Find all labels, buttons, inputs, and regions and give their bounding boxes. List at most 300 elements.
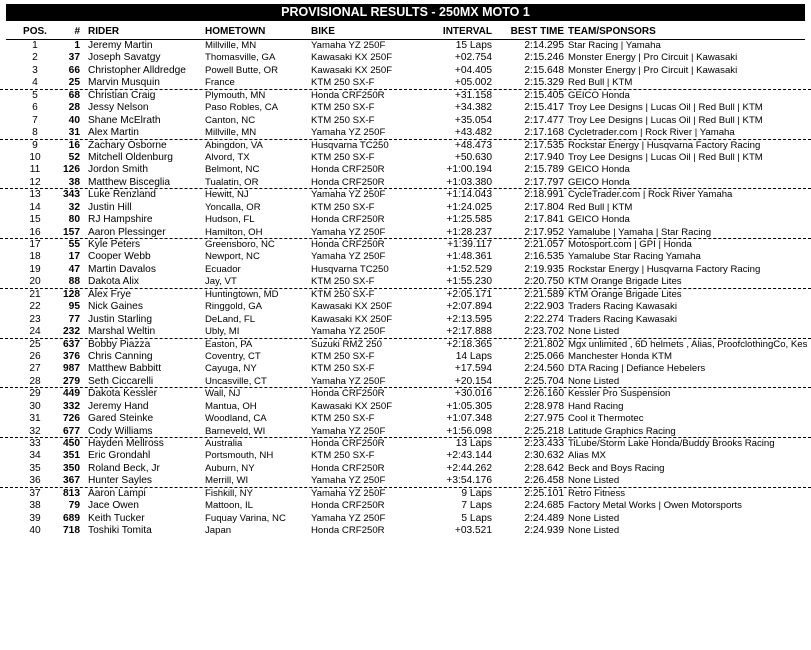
table-row — [0, 401, 811, 413]
cell-best-time: 2:28.642 — [524, 462, 564, 474]
cell-pos: 12 — [29, 176, 41, 188]
table-row — [0, 463, 811, 475]
cell-team: GEICO Honda — [568, 214, 630, 226]
header-hometown: HOMETOWN — [205, 26, 266, 37]
cell-number: 126 — [63, 164, 80, 176]
cell-rider: Mitchell Oldenburg — [88, 151, 173, 163]
cell-interval: +1:28.237 — [446, 226, 492, 238]
cell-best-time: 2:17.804 — [524, 201, 564, 213]
cell-number: 40 — [68, 114, 80, 126]
cell-number: 279 — [63, 375, 80, 387]
cell-hometown: Merrill, WI — [205, 475, 249, 487]
cell-bike: Honda CRF250R — [311, 164, 385, 176]
cell-interval: +02.754 — [454, 52, 492, 64]
cell-pos: 19 — [29, 263, 41, 275]
table-row — [0, 488, 811, 500]
cell-hometown: Mattoon, IL — [205, 500, 253, 512]
cell-pos: 14 — [29, 201, 41, 213]
cell-number: 232 — [63, 326, 80, 338]
cell-interval: +17.594 — [454, 363, 492, 375]
table-row — [0, 525, 811, 537]
cell-pos: 8 — [32, 127, 38, 139]
cell-interval: +50.630 — [454, 151, 492, 163]
cell-bike: Honda CRF250R — [311, 89, 385, 101]
cell-number: 332 — [63, 400, 80, 412]
table-row — [0, 426, 811, 438]
cell-team: Traders Racing Kawasaki — [568, 313, 677, 325]
cell-pos: 2 — [32, 52, 38, 64]
cell-best-time: 2:22.903 — [524, 301, 564, 313]
cell-pos: 37 — [29, 487, 41, 499]
cell-hometown: Fishkill, NY — [205, 487, 253, 499]
table-row — [0, 513, 811, 525]
cell-team: Troy Lee Designs | Lucas Oil | Red Bull | KTM — [568, 102, 763, 114]
cell-bike: Honda CRF250R — [311, 214, 385, 226]
cell-hometown: Woodland, CA — [205, 413, 267, 425]
cell-team: Beck and Boys Racing — [568, 462, 665, 474]
cell-rider: Dakota Alix — [88, 276, 139, 288]
cell-best-time: 2:16.535 — [524, 251, 564, 263]
cell-hometown: Ecuador — [205, 263, 241, 275]
cell-pos: 21 — [29, 288, 41, 300]
table-row — [0, 500, 811, 512]
cell-bike: KTM 250 SX-F — [311, 151, 375, 163]
cell-interval: +43.482 — [454, 127, 492, 139]
cell-interval: +2:43.144 — [446, 450, 492, 462]
header-team: TEAM/SPONSORS — [568, 26, 656, 37]
cell-number: 689 — [63, 512, 80, 524]
cell-team: KTM Orange Brigade Lites — [568, 276, 682, 288]
cell-best-time: 2:28.978 — [524, 400, 564, 412]
cell-pos: 39 — [29, 512, 41, 524]
cell-pos: 31 — [29, 413, 41, 425]
cell-pos: 22 — [29, 301, 41, 313]
table-row — [0, 227, 811, 239]
cell-team: Star Racing | Yamaha — [568, 40, 661, 51]
cell-best-time: 2:17.535 — [524, 139, 564, 151]
cell-hometown: Ringgold, GA — [205, 301, 263, 313]
cell-bike: Honda CRF250R — [311, 525, 385, 537]
cell-pos: 17 — [29, 239, 41, 250]
cell-best-time: 2:25.101 — [524, 487, 564, 499]
cell-number: 350 — [63, 462, 80, 474]
cell-rider: Cody Williams — [88, 425, 153, 437]
cell-pos: 27 — [29, 363, 41, 375]
cell-best-time: 2:21.802 — [524, 338, 564, 350]
cell-team: Manchester Honda KTM — [568, 350, 672, 362]
cell-number: 66 — [68, 64, 80, 76]
cell-team: DTA Racing | Defiance Hebelers — [568, 363, 706, 375]
cell-interval: 7 Laps — [461, 500, 492, 512]
cell-rider: Alex Martin — [88, 127, 139, 139]
cell-interval: +1:00.194 — [446, 164, 492, 176]
cell-rider: Hayden Mellross — [88, 438, 164, 449]
cell-interval: +30.016 — [454, 388, 492, 400]
cell-best-time: 2:17.797 — [524, 176, 564, 188]
cell-number: 16 — [68, 139, 80, 151]
cell-number: 52 — [68, 151, 80, 163]
table-row — [0, 140, 811, 152]
cell-rider: Chris Canning — [88, 350, 153, 362]
cell-bike: Husqvarna TC250 — [311, 263, 389, 275]
cell-rider: Jace Owen — [88, 500, 139, 512]
cell-rider: Keith Tucker — [88, 512, 145, 524]
cell-bike: KTM 250 SX-F — [311, 288, 375, 300]
cell-rider: RJ Hampshire — [88, 214, 153, 226]
cell-pos: 1 — [32, 40, 38, 51]
header-interval: INTERVAL — [442, 26, 492, 37]
table-row — [0, 326, 811, 338]
cell-interval: +35.054 — [454, 114, 492, 126]
cell-best-time: 2:20.750 — [524, 276, 564, 288]
cell-best-time: 2:17.841 — [524, 214, 564, 226]
cell-best-time: 2:25.704 — [524, 375, 564, 387]
cell-team: GEICO Honda — [568, 89, 630, 101]
cell-team: CycleTrader.com | Rock River Yamaha — [568, 189, 733, 201]
cell-best-time: 2:24.489 — [524, 512, 564, 524]
cell-team: TiLube/Storm Lake Honda/Buddy Brooks Racing — [568, 438, 775, 449]
cell-rider: Eric Grondahl — [88, 450, 151, 462]
cell-interval: +03.521 — [454, 525, 492, 537]
cell-interval: +2:44.262 — [446, 462, 492, 474]
table-row — [0, 438, 811, 450]
cell-best-time: 2:17.168 — [524, 127, 564, 139]
cell-interval: +48.473 — [454, 139, 492, 151]
cell-bike: Kawasaki KX 250F — [311, 52, 393, 64]
cell-best-time: 2:19.935 — [524, 263, 564, 275]
cell-number: 80 — [68, 214, 80, 226]
cell-best-time: 2:26.458 — [524, 475, 564, 487]
cell-number: 25 — [68, 77, 80, 89]
cell-bike: Yamaha YZ 250F — [311, 226, 386, 238]
cell-best-time: 2:23.702 — [524, 326, 564, 338]
cell-number: 718 — [63, 525, 80, 537]
cell-pos: 35 — [29, 462, 41, 474]
cell-interval: +1:14.043 — [446, 189, 492, 201]
cell-interval: +31.158 — [454, 89, 492, 101]
cell-rider: Seth Ciccarelli — [88, 375, 154, 387]
cell-team: Kessler Pro Suspension — [568, 388, 671, 400]
cell-best-time: 2:27.975 — [524, 413, 564, 425]
cell-rider: Matthew Babbitt — [88, 363, 162, 375]
cell-team: Yamalube | Yamaha | Star Racing — [568, 226, 712, 238]
cell-team: Troy Lee Designs | Lucas Oil | Red Bull | KTM — [568, 114, 763, 126]
cell-rider: Joseph Savatgy — [88, 52, 161, 64]
cell-bike: KTM 250 SX-F — [311, 276, 375, 288]
cell-hometown: Wall, NJ — [205, 388, 241, 400]
cell-hometown: France — [205, 77, 235, 89]
cell-number: 47 — [68, 263, 80, 275]
cell-number: 17 — [68, 251, 80, 263]
cell-hometown: DeLand, FL — [205, 313, 256, 325]
cell-hometown: Abingdon, VA — [205, 139, 263, 151]
cell-pos: 6 — [32, 102, 38, 114]
cell-bike: KTM 250 SX-F — [311, 363, 375, 375]
cell-team: Retro Fitness — [568, 487, 626, 499]
cell-pos: 32 — [29, 425, 41, 437]
cell-best-time: 2:15.648 — [524, 64, 564, 76]
cell-hometown: Powell Butte, OR — [205, 64, 279, 76]
cell-rider: Bobby Piazza — [88, 338, 151, 350]
cell-hometown: Hudson, FL — [205, 214, 255, 226]
header-rider: RIDER — [88, 26, 120, 37]
table-row — [0, 102, 811, 114]
cell-interval: +2:13.595 — [446, 313, 492, 325]
cell-number: 987 — [63, 363, 80, 375]
cell-team: Rockstar Energy | Husqvarna Factory Racing — [568, 139, 761, 151]
cell-interval: +1:05.305 — [446, 400, 492, 412]
cell-pos: 18 — [29, 251, 41, 263]
cell-bike: KTM 250 SX-F — [311, 350, 375, 362]
table-row — [0, 264, 811, 276]
cell-team: None Listed — [568, 512, 620, 524]
cell-interval: +1:24.025 — [446, 201, 492, 213]
cell-interval: +1:25.585 — [446, 214, 492, 226]
cell-best-time: 2:15.246 — [524, 52, 564, 64]
cell-team: Rockstar Energy | Husqvarna Factory Racing — [568, 263, 761, 275]
cell-pos: 29 — [29, 388, 41, 400]
cell-best-time: 2:15.405 — [524, 89, 564, 101]
cell-team: Traders Racing Kawasaki — [568, 301, 677, 313]
cell-interval: +3:54.176 — [446, 475, 492, 487]
cell-interval: +1:39.117 — [447, 239, 492, 250]
cell-bike: Yamaha YZ 250F — [311, 189, 386, 201]
cell-bike: Kawasaki KX 250F — [311, 313, 393, 325]
cell-rider: Alex Frye — [88, 288, 132, 300]
cell-team: None Listed — [568, 375, 620, 387]
cell-hometown: Coventry, CT — [205, 350, 261, 362]
cell-interval: 5 Laps — [461, 512, 492, 524]
cell-rider: Dakota Kessler — [88, 388, 158, 400]
cell-number: 1 — [74, 40, 80, 51]
cell-best-time: 2:17.940 — [524, 151, 564, 163]
cell-rider: Luke Renzland — [88, 189, 156, 201]
cell-number: 95 — [68, 301, 80, 313]
cell-rider: Christopher Alldredge — [88, 64, 186, 76]
cell-hometown: Tualatin, OR — [205, 176, 259, 188]
cell-pos: 11 — [29, 164, 41, 176]
cell-team: KTM Orange Brigade Lites — [568, 288, 682, 300]
table-row — [0, 214, 811, 226]
cell-hometown: Australia — [205, 438, 243, 449]
cell-number: 376 — [63, 350, 80, 362]
cell-bike: Kawasaki KX 250F — [311, 301, 393, 313]
cell-pos: 10 — [29, 151, 41, 163]
cell-pos: 25 — [29, 338, 41, 350]
cell-interval: +05.002 — [454, 77, 492, 89]
cell-number: 677 — [63, 425, 80, 437]
table-row — [0, 339, 811, 351]
cell-hometown: Cayuga, NY — [205, 363, 257, 375]
cell-hometown: Belmont, NC — [205, 164, 260, 176]
cell-hometown: Auburn, NY — [205, 462, 255, 474]
cell-team: None Listed — [568, 475, 620, 487]
cell-number: 726 — [63, 413, 80, 425]
cell-pos: 33 — [29, 438, 41, 449]
cell-best-time: 2:24.685 — [524, 500, 564, 512]
cell-interval: +1:03.380 — [446, 176, 492, 188]
header-pos: POS. — [23, 26, 47, 37]
header-best-time: BEST TIME — [510, 26, 564, 37]
cell-bike: KTM 250 SX-F — [311, 102, 375, 114]
cell-hometown: Easton, PA — [205, 338, 253, 350]
cell-interval: +1:48.361 — [446, 251, 492, 263]
cell-best-time: 2:21.057 — [524, 239, 564, 250]
cell-interval: 9 Laps — [461, 487, 492, 499]
cell-bike: KTM 250 SX-F — [311, 201, 375, 213]
cell-bike: Honda CRF250R — [311, 239, 385, 250]
cell-interval: +1:55.230 — [446, 276, 492, 288]
cell-hometown: Millville, MN — [205, 127, 257, 139]
cell-rider: Hunter Sayles — [88, 475, 152, 487]
cell-number: 637 — [63, 338, 80, 350]
cell-pos: 34 — [29, 450, 41, 462]
cell-interval: +2:17.888 — [446, 326, 492, 338]
cell-rider: Toshiki Tomita — [88, 525, 152, 537]
cell-bike: KTM 250 SX-F — [311, 114, 375, 126]
cell-hometown: Portsmouth, NH — [205, 450, 274, 462]
cell-interval: 14 Laps — [455, 350, 492, 362]
cell-number: 351 — [63, 450, 80, 462]
header-number: # — [74, 26, 80, 37]
cell-pos: 26 — [29, 350, 41, 362]
cell-bike: Husqvarna TC250 — [311, 139, 389, 151]
cell-team: Yamalube Star Racing Yamaha — [568, 251, 701, 263]
table-row — [0, 90, 811, 102]
cell-rider: Kyle Peters — [88, 239, 141, 250]
cell-hometown: Hewitt, NJ — [205, 189, 249, 201]
cell-number: 77 — [68, 313, 80, 325]
cell-number: 128 — [63, 288, 80, 300]
cell-pos: 5 — [32, 89, 38, 101]
cell-best-time: 2:24.560 — [524, 363, 564, 375]
table-row — [0, 450, 811, 462]
cell-rider: Christian Craig — [88, 89, 156, 101]
cell-number: 38 — [68, 176, 80, 188]
table-row — [0, 189, 811, 201]
cell-team: Factory Metal Works | Owen Motorsports — [568, 500, 742, 512]
table-row — [0, 301, 811, 313]
cell-best-time: 2:24.939 — [524, 525, 564, 537]
cell-number: 68 — [68, 89, 80, 101]
cell-team: Mgx unlimited , 6D helmets , Alias, ProofclothingCo, Kes — [568, 338, 808, 350]
cell-team: GEICO Honda — [568, 176, 630, 188]
cell-bike: Yamaha YZ 250F — [311, 512, 386, 524]
cell-team: Cycletrader.com | Rock River | Yamaha — [568, 127, 735, 139]
cell-number: 450 — [63, 438, 80, 449]
cell-bike: Kawasaki KX 250F — [311, 400, 393, 412]
cell-interval: 13 Laps — [455, 438, 492, 449]
table-row — [0, 351, 811, 363]
cell-team: None Listed — [568, 326, 620, 338]
cell-hometown: Hamilton, OH — [205, 226, 263, 238]
cell-rider: Gared Steinke — [88, 413, 154, 425]
cell-hometown: Millville, MN — [205, 40, 257, 51]
cell-pos: 38 — [29, 500, 41, 512]
cell-bike: Yamaha YZ 250F — [311, 487, 386, 499]
table-row — [0, 152, 811, 164]
cell-pos: 4 — [32, 77, 38, 89]
cell-team: Motosport.com | GPI | Honda — [568, 239, 692, 250]
cell-number: 367 — [63, 475, 80, 487]
table-row — [0, 276, 811, 288]
cell-bike: Yamaha YZ 250F — [311, 251, 386, 263]
cell-pos: 40 — [29, 525, 41, 537]
cell-hometown: Newport, NC — [205, 251, 260, 263]
cell-rider: Matthew Bisceglia — [88, 176, 171, 188]
cell-rider: Marvin Musquin — [88, 77, 160, 89]
cell-bike: Yamaha YZ 250F — [311, 375, 386, 387]
cell-number: 28 — [68, 102, 80, 114]
cell-bike: Honda CRF250R — [311, 388, 385, 400]
cell-pos: 30 — [29, 400, 41, 412]
cell-number: 37 — [68, 52, 80, 64]
cell-team: None Listed — [568, 525, 620, 537]
cell-pos: 9 — [32, 139, 38, 151]
cell-best-time: 2:25.066 — [524, 350, 564, 362]
cell-hometown: Plymouth, MN — [205, 89, 266, 101]
cell-bike: Honda CRF250R — [311, 462, 385, 474]
cell-number: 32 — [68, 201, 80, 213]
cell-number: 88 — [68, 276, 80, 288]
cell-rider: Aaron Plessinger — [88, 226, 166, 238]
cell-rider: Jeremy Hand — [88, 400, 149, 412]
cell-interval: +20.154 — [454, 375, 492, 387]
cell-team: Red Bull | KTM — [568, 77, 633, 89]
cell-bike: Honda CRF250R — [311, 176, 385, 188]
results-table — [0, 40, 811, 538]
cell-pos: 36 — [29, 475, 41, 487]
table-row — [0, 115, 811, 127]
cell-bike: Yamaha YZ 250F — [311, 425, 386, 437]
table-row — [0, 314, 811, 326]
cell-team: Cool it Thermotec — [568, 413, 644, 425]
cell-best-time: 2:14.295 — [524, 40, 564, 51]
cell-interval: +34.382 — [454, 102, 492, 114]
cell-best-time: 2:25.218 — [524, 425, 564, 437]
cell-hometown: Paso Robles, CA — [205, 102, 279, 114]
cell-best-time: 2:26.160 — [524, 388, 564, 400]
cell-hometown: Huntingtown, MD — [205, 288, 279, 300]
cell-pos: 24 — [29, 326, 41, 338]
cell-best-time: 2:15.329 — [524, 77, 564, 89]
table-row — [0, 363, 811, 375]
table-row — [0, 239, 811, 251]
cell-pos: 7 — [32, 114, 38, 126]
cell-rider: Justin Starling — [88, 313, 152, 325]
cell-bike: Yamaha YZ 250F — [311, 475, 386, 487]
cell-bike: Kawasaki KX 250F — [311, 64, 393, 76]
table-row — [0, 52, 811, 64]
table-row — [0, 289, 811, 301]
cell-rider: Shane McElrath — [88, 114, 161, 126]
cell-hometown: Barneveld, WI — [205, 425, 266, 437]
cell-number: 449 — [63, 388, 80, 400]
cell-team: Latitude Graphics Racing — [568, 425, 676, 437]
table-row — [0, 127, 811, 139]
table-row — [0, 413, 811, 425]
cell-pos: 13 — [29, 189, 41, 201]
cell-bike: Honda CRF250R — [311, 438, 385, 449]
cell-interval: +1:07.348 — [446, 413, 492, 425]
cell-hometown: Mantua, OH — [205, 400, 257, 412]
cell-team: Monster Energy | Pro Circuit | Kawasaki — [568, 64, 738, 76]
table-row — [0, 202, 811, 214]
cell-pos: 20 — [29, 276, 41, 288]
cell-team: Alias MX — [568, 450, 606, 462]
cell-best-time: 2:15.789 — [524, 164, 564, 176]
table-row — [0, 65, 811, 77]
